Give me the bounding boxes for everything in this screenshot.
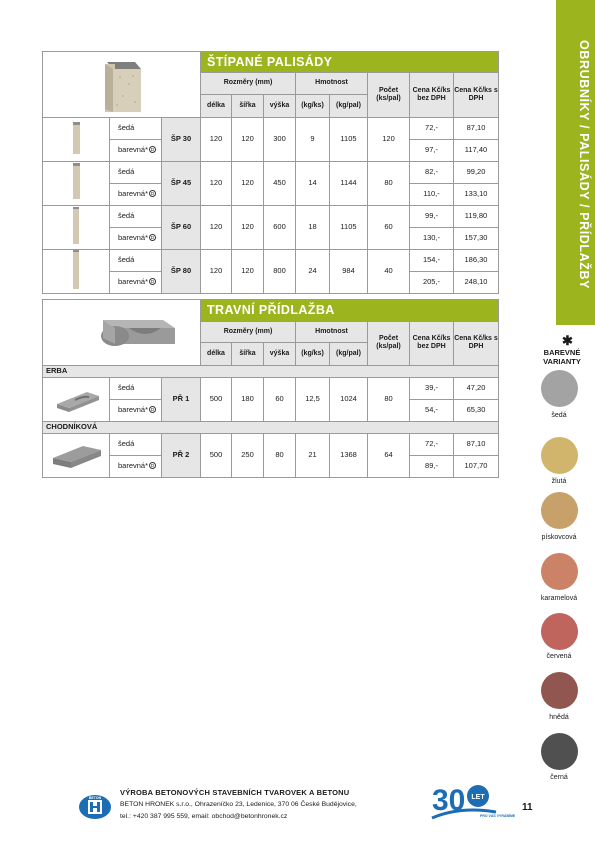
price-s-dph: 248,10: [454, 271, 499, 293]
cell-pocet: 60: [368, 205, 410, 249]
variant-seda: šedá: [110, 117, 162, 139]
table-row: [43, 205, 499, 227]
price-s-dph: 133,10: [454, 183, 499, 205]
d-mark-icon: D: [150, 463, 155, 469]
variant-seda: šedá: [110, 205, 162, 227]
table-row: [43, 433, 499, 455]
price-bez-dph: 72,-: [410, 117, 454, 139]
variants-title: BAREVNÉ VARIANTY: [543, 348, 581, 366]
swatch-piskovcova: [541, 492, 578, 529]
cell-delka: 500: [201, 433, 232, 477]
pridlazba-image: [43, 377, 110, 421]
price-bez-dph: 82,-: [410, 161, 454, 183]
hdr-rozmery: Rozměry (mm): [201, 73, 296, 95]
palisady-title: ŠTÍPANÉ PALISÁDY: [201, 52, 499, 73]
hdr-pocet: Počet (ks/pal): [368, 322, 410, 366]
page-number: 11: [522, 802, 533, 813]
hdr-rozmery: Rozměry (mm): [201, 322, 296, 343]
swatch-zluta: [541, 437, 578, 474]
pridlazba-title: TRAVNÍ PŘÍDLAŽBA: [201, 300, 499, 322]
cell-pocet: 120: [368, 117, 410, 161]
asterisk-icon: ✱: [562, 333, 573, 348]
cell-sirka: 180: [232, 377, 264, 421]
hdr-cena-bez-dph: Cena Kč/ks bez DPH: [410, 322, 454, 366]
cell-delka: 120: [201, 161, 232, 205]
cell-sirka: 120: [232, 205, 264, 249]
pridlazba-image: [43, 433, 110, 477]
cell-kgks: 24: [296, 249, 330, 293]
swatch-label: hnědá: [549, 714, 569, 721]
cell-kgks: 9: [296, 117, 330, 161]
anniversary-let: LET: [471, 794, 485, 801]
hdr-vyska: výška: [264, 94, 296, 117]
footer-address: BETON HRONEK s.r.o., Ohrazeníčko 23, Ledenice, 370 06 České Budějovice,: [120, 801, 357, 808]
side-tab-label: OBRUBNÍKY / PALISÁDY / PŘÍDLAŽBY: [577, 40, 591, 290]
swatch-seda: [541, 370, 578, 407]
cell-pocet: 80: [368, 377, 410, 421]
cell-vyska: 450: [264, 161, 296, 205]
price-bez-dph: 89,-: [410, 455, 454, 477]
price-bez-dph: 110,-: [410, 183, 454, 205]
cell-delka: 500: [201, 377, 232, 421]
cell-sirka: 120: [232, 249, 264, 293]
variant-barevna: barevná* D: [110, 183, 162, 205]
product-code: ŠP 45: [162, 161, 201, 205]
cell-kgks: 12,5: [296, 377, 330, 421]
table-row: [43, 117, 499, 139]
anniversary-sub: PRO VÁS VYRÁBÍME: [480, 814, 516, 818]
cell-vyska: 60: [264, 377, 296, 421]
d-mark-icon: D: [150, 191, 155, 197]
pridlazba-table: [42, 299, 499, 478]
cell-kgks: 14: [296, 161, 330, 205]
d-mark-icon: D: [150, 407, 155, 413]
hdr-cena-bez-dph: Cena Kč/ks bez DPH: [410, 73, 454, 118]
hdr-kgpal: (kg/pal): [330, 342, 368, 365]
anniversary-number: 30: [432, 784, 466, 817]
pridlazba-hero-image: [43, 300, 201, 366]
d-mark-icon: D: [150, 147, 155, 153]
logo-text: BETON: [88, 796, 102, 800]
cell-delka: 120: [201, 205, 232, 249]
product-code: PŘ 2: [162, 433, 201, 477]
price-bez-dph: 72,-: [410, 433, 454, 455]
price-s-dph: 87,10: [454, 117, 499, 139]
swatch-label: červená: [546, 653, 572, 660]
variant-barevna: barevná* D: [110, 271, 162, 293]
footer-title: VÝROBA BETONOVÝCH STAVEBNÍCH TVAROVEK A BETONU: [120, 788, 350, 797]
table-row: [43, 161, 499, 183]
swatch-label: šedá: [551, 412, 567, 419]
palisade-image: [43, 205, 110, 249]
hdr-kgpal: (kg/pal): [330, 94, 368, 117]
cell-kgpal: 1024: [330, 377, 368, 421]
price-s-dph: 47,20: [454, 377, 499, 399]
anniversary-logo: [430, 780, 516, 822]
variant-seda: šedá: [110, 377, 162, 399]
cell-pocet: 80: [368, 161, 410, 205]
cell-delka: 120: [201, 249, 232, 293]
price-bez-dph: 154,-: [410, 249, 454, 271]
company-logo: [78, 794, 112, 820]
variant-barevna: barevná* D: [110, 139, 162, 161]
price-bez-dph: 39,-: [410, 377, 454, 399]
product-code: ŠP 80: [162, 249, 201, 293]
variant-barevna: barevná* D: [110, 227, 162, 249]
cell-kgks: 18: [296, 205, 330, 249]
swatch-label: žlutá: [551, 478, 567, 485]
price-bez-dph: 54,-: [410, 399, 454, 421]
table-row: [43, 377, 499, 399]
product-code: ŠP 60: [162, 205, 201, 249]
price-s-dph: 186,30: [454, 249, 499, 271]
product-code: ŠP 30: [162, 117, 201, 161]
price-s-dph: 99,20: [454, 161, 499, 183]
section-chodnikova: CHODNÍKOVÁ: [43, 421, 499, 433]
cell-sirka: 120: [232, 117, 264, 161]
swatch-cervena: [541, 613, 578, 650]
price-s-dph: 107,70: [454, 455, 499, 477]
hdr-vyska: výška: [264, 342, 296, 365]
variant-barevna: barevná* D: [110, 399, 162, 421]
price-s-dph: 117,40: [454, 139, 499, 161]
hdr-sirka: šířka: [232, 342, 264, 365]
swatch-label: černá: [550, 774, 568, 781]
cell-kgpal: 1105: [330, 205, 368, 249]
cell-pocet: 64: [368, 433, 410, 477]
cell-vyska: 80: [264, 433, 296, 477]
palisade-hero-image: [43, 52, 201, 118]
swatch-cerna: [541, 733, 578, 770]
cell-sirka: 250: [232, 433, 264, 477]
swatch-hneda: [541, 672, 578, 709]
hdr-kgks: (kg/ks): [296, 94, 330, 117]
hdr-hmotnost: Hmotnost: [296, 73, 368, 95]
cell-vyska: 800: [264, 249, 296, 293]
price-s-dph: 65,30: [454, 399, 499, 421]
price-bez-dph: 97,-: [410, 139, 454, 161]
palisade-image: [43, 161, 110, 205]
section-erba: ERBA: [43, 365, 499, 377]
swatch-label: karamelová: [540, 595, 578, 602]
variant-seda: šedá: [110, 161, 162, 183]
palisade-image: [43, 249, 110, 293]
cell-sirka: 120: [232, 161, 264, 205]
hdr-kgks: (kg/ks): [296, 342, 330, 365]
hdr-pocet: Počet (ks/pal): [368, 73, 410, 118]
table-row: [43, 249, 499, 271]
cell-pocet: 40: [368, 249, 410, 293]
cell-kgpal: 1368: [330, 433, 368, 477]
swatch-label: pískovcová: [541, 534, 577, 541]
product-code: PŘ 1: [162, 377, 201, 421]
price-s-dph: 119,80: [454, 205, 499, 227]
hdr-cena-s-dph: Cena Kč/ks s DPH: [454, 73, 499, 118]
hdr-delka: délka: [201, 94, 232, 117]
hdr-sirka: šířka: [232, 94, 264, 117]
cell-vyska: 300: [264, 117, 296, 161]
hdr-cena-s-dph: Cena Kč/ks s DPH: [454, 322, 499, 366]
d-mark-icon: D: [150, 279, 155, 285]
cell-delka: 120: [201, 117, 232, 161]
cell-kgpal: 1105: [330, 117, 368, 161]
price-bez-dph: 205,-: [410, 271, 454, 293]
price-bez-dph: 130,-: [410, 227, 454, 249]
footer-contact: tel.: +420 387 995 559, email: obchod@betonhronek.cz: [120, 813, 288, 820]
variant-seda: šedá: [110, 249, 162, 271]
hdr-hmotnost: Hmotnost: [296, 322, 368, 343]
swatch-karamelova: [541, 553, 578, 590]
d-mark-icon: D: [150, 235, 155, 241]
cell-vyska: 600: [264, 205, 296, 249]
price-bez-dph: 99,-: [410, 205, 454, 227]
price-s-dph: 157,30: [454, 227, 499, 249]
cell-kgks: 21: [296, 433, 330, 477]
cell-kgpal: 1144: [330, 161, 368, 205]
palisade-image: [43, 117, 110, 161]
hdr-delka: délka: [201, 342, 232, 365]
price-s-dph: 87,10: [454, 433, 499, 455]
variant-barevna: barevná* D: [110, 455, 162, 477]
variant-seda: šedá: [110, 433, 162, 455]
palisady-table: [42, 51, 499, 294]
cell-kgpal: 984: [330, 249, 368, 293]
